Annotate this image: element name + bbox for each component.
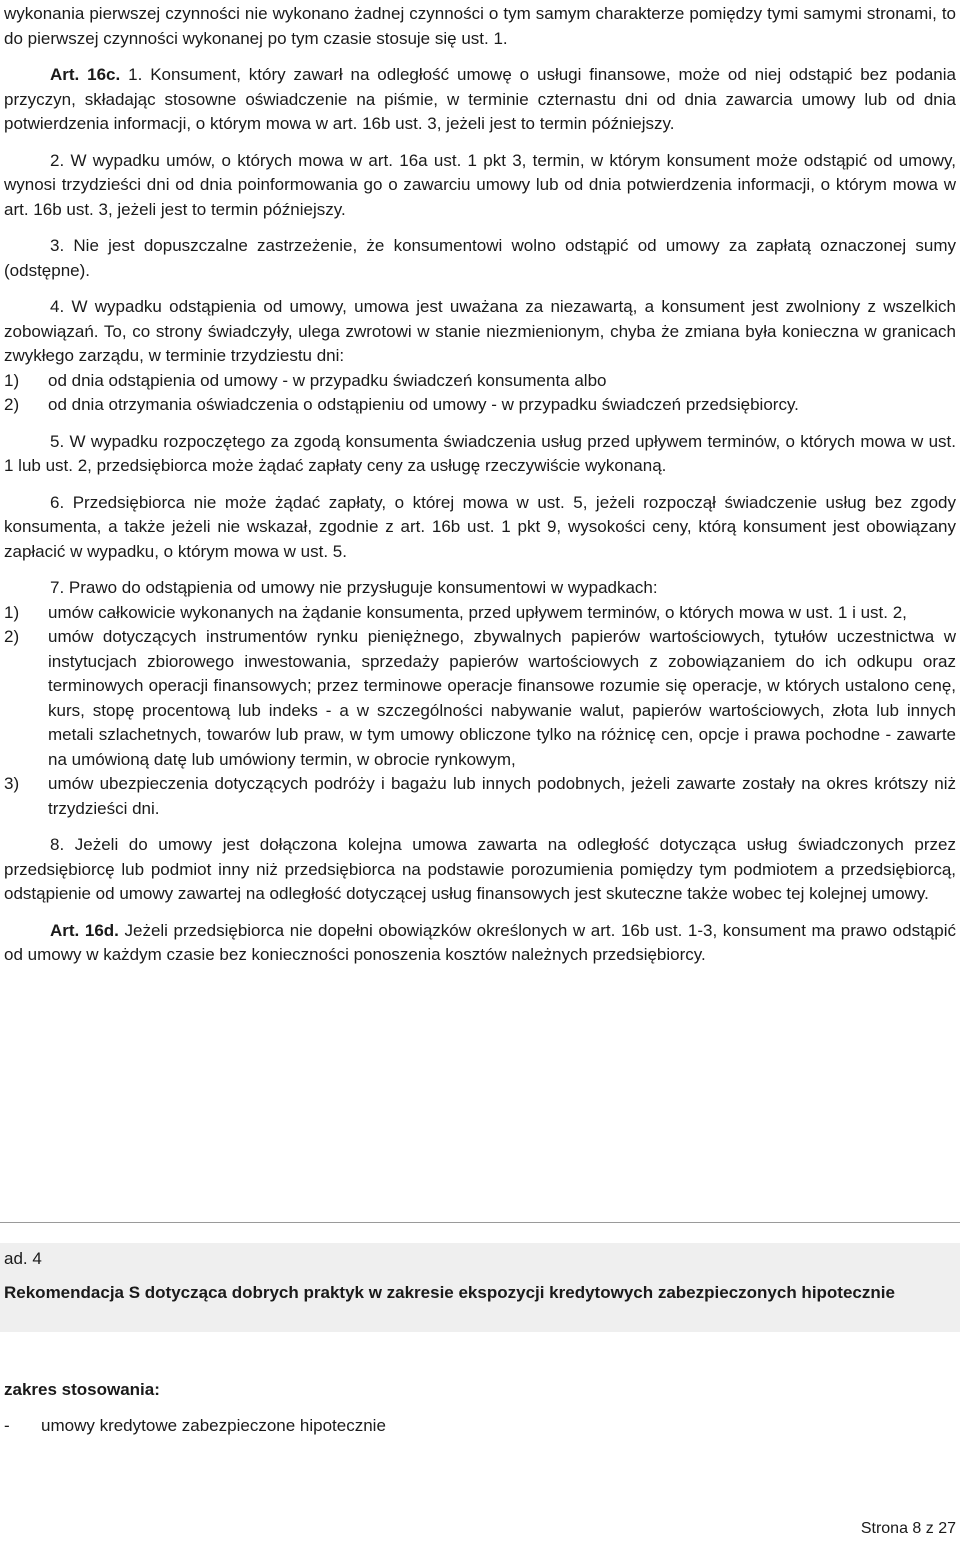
scope-label: zakres stosowania: <box>4 1380 160 1399</box>
art16c-heading: Art. 16c. <box>50 65 121 84</box>
art16c-p1-text: 1. Konsument, który zawarł na odległość umowę o usługi finansowe, może od niej odstąpić bez podania przyczyn, składając stosowne oświadczenie na piśmie, w terminie czternastu dni od dnia zawarcia umowy lub od dnia potwierdzenia informacji, o którym mowa w art. 16b ust. 3, jeżeli jest to termin późniejszy. <box>4 65 956 133</box>
intro-paragraph: wykonania pierwszej czynności nie wykonano żadnej czynności o tym samym charakterze pomiędzy tymi samymi stronami, to do pierwszej czynności wykonanej po tym czasie stosuje się ust. 1. <box>4 4 956 48</box>
list-number: 3) <box>4 774 20 793</box>
art16c-paragraph-2: 2. W wypadku umów, o których mowa w art. 16a ust. 1 pkt 3, termin, w którym konsument może odstąpić od umowy, wynosi trzydzieści dni od dnia poinformowania go o zawarciu umowy lub od dnia potwierdzenia informacji, o którym mowa w art. 16b ust. 3, jeżeli jest to termin późniejszy. <box>4 150 956 219</box>
list-item <box>4 772 956 821</box>
scope-item-marker: - <box>4 1416 10 1435</box>
scope-list-item <box>4 1414 604 1438</box>
list-item <box>4 625 956 772</box>
list-text: od dnia odstąpienia od umowy - w przypadku świadczeń konsumenta albo <box>48 370 607 390</box>
list-item <box>4 369 956 394</box>
list-text: umów całkowicie wykonanych na żądanie konsumenta, przed upływem terminów, o których mowa w ust. 1 i ust. 2, <box>48 602 907 622</box>
list-item <box>4 601 956 626</box>
art16c-paragraph-5: 5. W wypadku rozpoczętego za zgodą konsumenta świadczenia usług przed upływem terminów, o których mowa w ust. 1 lub ust. 2, przedsiębiorca może żądać zapłaty ceny za usługę rzeczywiście wykonaną. <box>4 431 956 475</box>
scope-item-text: umowy kredytowe zabezpieczone hipotecznie <box>41 1416 386 1435</box>
list-item <box>4 393 956 418</box>
art16c-paragraph-7: 7. Prawo do odstąpienia od umowy nie przysługuje konsumentowi w wypadkach: <box>50 578 658 597</box>
list-text: od dnia otrzymania oświadczenia o odstąpieniu od umowy - w przypadku świadczeń przedsiębiorcy. <box>48 395 799 414</box>
art16d-text: Jeżeli przedsiębiorca nie dopełni obowiązków określonych w art. 16b ust. 1-3, konsument ma prawo odstąpić od umowy w każdym czasie bez konieczności ponoszenia kosztów należnych przedsiębiorcy. <box>4 920 956 964</box>
art16c-paragraph-8: 8. Jeżeli do umowy jest dołączona kolejna umowa zawarta na odległość dotycząca usług świadczonych przez przedsiębiorcę lub podmiot inny niż przedsiębiorca na podstawie porozumienia pomiędzy tym podmiotem a przedsiębiorcą, odstąpienie od umowy zawartej na odległość dotyczącej usług finansowych jest skuteczne także wobec tej kolejnej umowy. <box>4 835 956 903</box>
section-label: ad. 4 <box>4 1249 42 1268</box>
art16d-heading: Art. 16d. <box>50 920 119 940</box>
list-number: 1) <box>4 602 20 622</box>
art16d-paragraph <box>4 919 956 968</box>
document-page <box>4 0 956 968</box>
section-block <box>0 1243 960 1332</box>
section-divider <box>0 1222 960 1223</box>
list-text: umów ubezpieczenia dotyczących podróży i bagażu lub innych podobnych, jeżeli zawarte zostały na okres krótszy niż trzydzieści dni. <box>48 774 956 818</box>
art16c-paragraph-6: 6. Przedsiębiorca nie może żądać zapłaty, o której mowa w ust. 5, jeżeli rozpoczął świadczenie usług bez zgody konsumenta, a także jeżeli nie wskazał, zgodnie z art. 16b ust. 1 pkt 9, wysokości ceny, którą konsument jest obowiązany zapłacić w wypadku, o którym mowa w ust. 5. <box>4 492 956 561</box>
section-title: Rekomendacja S dotycząca dobrych praktyk w zakresie ekspozycji kredytowych zabezpieczonych hipotecznie <box>4 1283 895 1302</box>
list-number: 1) <box>4 370 20 390</box>
list-number: 2) <box>4 395 20 414</box>
art16c-paragraph-4: 4. W wypadku odstąpienia od umowy, umowa jest uważana za niezawartą, a konsument jest zwolniony z wszelkich zobowiązań. To, co strony świadczyły, ulega zwrotowi w stanie niezmienionym, chyba że zmiana była konieczna w granicach zwykłego zarządu, w terminie trzydziestu dni: <box>4 297 956 365</box>
list-number: 2) <box>4 627 20 646</box>
art16c-paragraph-3: 3. Nie jest dopuszczalne zastrzeżenie, że konsumentowi wolno odstąpić od umowy za zapłatą oznaczonej sumy (odstępne). <box>4 236 956 280</box>
list-text: umów dotyczących instrumentów rynku pieniężnego, zbywalnych papierów wartościowych, tytułów uczestnictwa w instytucjach zbiorowego inwestowania, sprzedaży papierów wartościowych z zobowiązaniem do ich odkupu oraz terminowych operacji finansowych; przez terminowe operacje finansowe rozumie się operacje, w których ustalono cenę, kurs, stopę procentową lub indeks - a w szczególności nabywanie walut, papierów wartościowych, złota lub innych metali szlachetnych, towarów lub praw, w tym umowy obliczone tylko na różnicę cen, opcje i prawa pochodne - zawarte na umówioną datę lub umówiony termin, w obrocie rynkowym, <box>48 627 956 769</box>
art16c-paragraph-1 <box>4 63 956 137</box>
page-number: Strona 8 z 27 <box>860 1520 956 1537</box>
